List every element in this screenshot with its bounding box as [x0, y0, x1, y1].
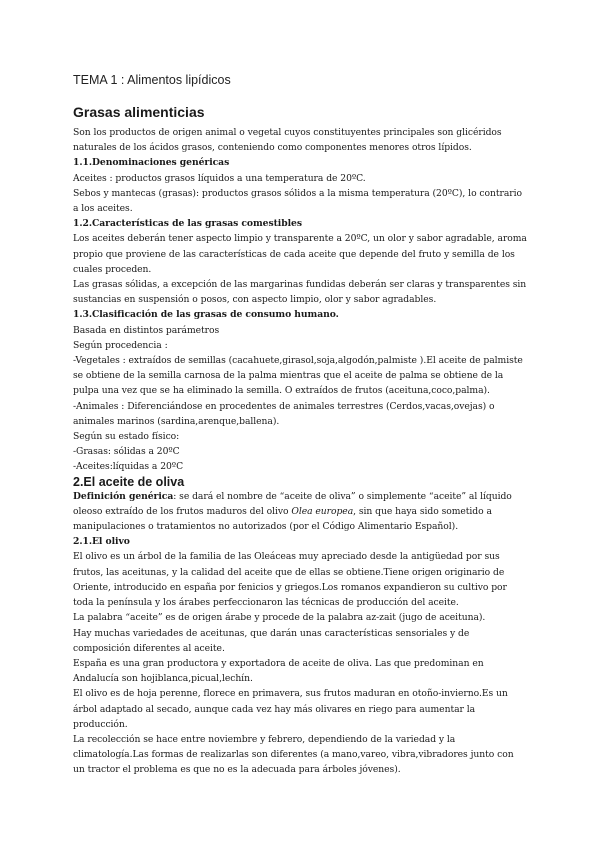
characteristics-paragraph-1: Los aceites deberán tener aspecto limpio y transparente a 20ºC, un olor y sabor agradable, aroma propio que proviene de las características de cada aceite que depende del fruto y semilla de los cuales proceden.	[73, 233, 527, 275]
definition-italic: Olea europea	[291, 505, 354, 517]
aceites-definition: Aceites : productos grasos líquidos a una temperatura de 20ºC.	[73, 172, 366, 184]
basada-line: Basada en distintos parámetros	[73, 324, 220, 336]
subheading-1-3: 1.3.Clasificación de las grasas de consumo humano.	[73, 309, 339, 321]
subheading-2-1: 2.1.El olivo	[73, 536, 130, 548]
document-body	[73, 73, 528, 778]
olivo-paragraph-2: La palabra “aceite” es de origen árabe y procede de la palabra az-zait (jugo de aceituna).	[73, 612, 486, 624]
subheading-1-2: 1.2.Características de las grasas comestibles	[73, 218, 302, 230]
intro-paragraph: Son los productos de origen animal o vegetal cuyos constituyentes principales son glicéridos naturales de los ácidos grasos, conteniendo como componentes menores otros lípidos.	[73, 127, 502, 154]
sebos-definition: Sebos y mantecas (grasas): productos grasos sólidos a la misma temperatura (20ºC), lo contrario a los aceites.	[73, 187, 522, 215]
olivo-paragraph-4: España es una gran productora y exportadora de aceite de oliva. Las que predominan en Andalucía son hojiblanca,picual,lechín.	[73, 657, 484, 685]
characteristics-paragraph-2: Las grasas sólidas, a excepción de las margarinas fundidas deberán ser claras y transparentes sin sustancias en suspensión o posos, con aspecto limpio, olor y sabor agradables.	[73, 279, 527, 306]
vegetales-paragraph: -Vegetales : extraídos de semillas (cacahuete,girasol,soja,algodón,palmiste ).El aceite de palmiste se obtiene de la semilla carnosa de la palma mientras que el aceite de palma se obtiene de la pulpa una vez que se ha eliminado la semilla. O extraídos de frutos (aceituna,coco,palma).	[73, 355, 523, 397]
olivo-paragraph-5: El olivo es de hoja perenne, florece en primavera, sus frutos maduran en otoño-invierno.Es un árbol adaptado al secado, aunque cada vez hay más olivares en riego para aumentar la producción.	[73, 688, 508, 730]
definition-text-a: : se dará el nombre de “aceite de oliva” o simplemente “aceite” al líquido oleoso extraído de los frutos maduros del olivo	[73, 490, 512, 517]
segun-procedencia-line: Según procedencia :	[73, 339, 168, 351]
segun-estado-line: Según su estado físico:	[73, 431, 180, 443]
definition-text-b: , sin que haya sido sometido a manipulaciones o tratamientos no autorizados (por el Código Alimentario Español).	[73, 505, 492, 533]
section-heading-aceite-oliva: 2.El aceite de oliva	[73, 474, 185, 489]
olivo-paragraph-6: La recolección se hace entre noviembre y febrero, dependiendo de la variedad y la climatología.Las formas de realizarlas son diferentes (a mano,vareo, vibra,vibradores junto con un tractor el problema es que no es la adecuada para árboles jóvenes).	[73, 733, 514, 776]
subheading-1-1: 1.1.Denominaciones genéricas	[73, 157, 230, 169]
olivo-paragraph-1: El olivo es un árbol de la familia de las Oleáceas muy apreciado desde la antigüedad por sus frutos, las aceitunas, y la calidad del aceite que de ellas se obtiene.Tiene origen originario de Oriente, introducido en españa por fenicios y griegos.Los romanos expandieron su cultivo por toda la península y los árabes perfeccionaron las técnicas de producción del aceite.	[73, 551, 507, 609]
document-title: TEMA 1 : Alimentos lipídicos	[73, 73, 231, 87]
aceites-liquidas-line: -Aceites:líquidas a 20ºC	[73, 461, 184, 473]
definition-label: Definición genérica	[73, 490, 174, 502]
animales-paragraph: -Animales : Diferenciándose en procedentes de animales terrestres (Cerdos,vacas,ovejas) o animales marinos (sardina,arenque,ballena).	[73, 400, 495, 427]
section-heading-grasas: Grasas alimenticias	[73, 104, 205, 120]
olivo-paragraph-3: Hay muchas variedades de aceitunas, que darán unas características sensoriales y de composición diferentes al aceite.	[73, 627, 470, 654]
grasas-line: -Grasas: sólidas a 20ºC	[73, 446, 180, 458]
definition-paragraph	[73, 489, 528, 535]
